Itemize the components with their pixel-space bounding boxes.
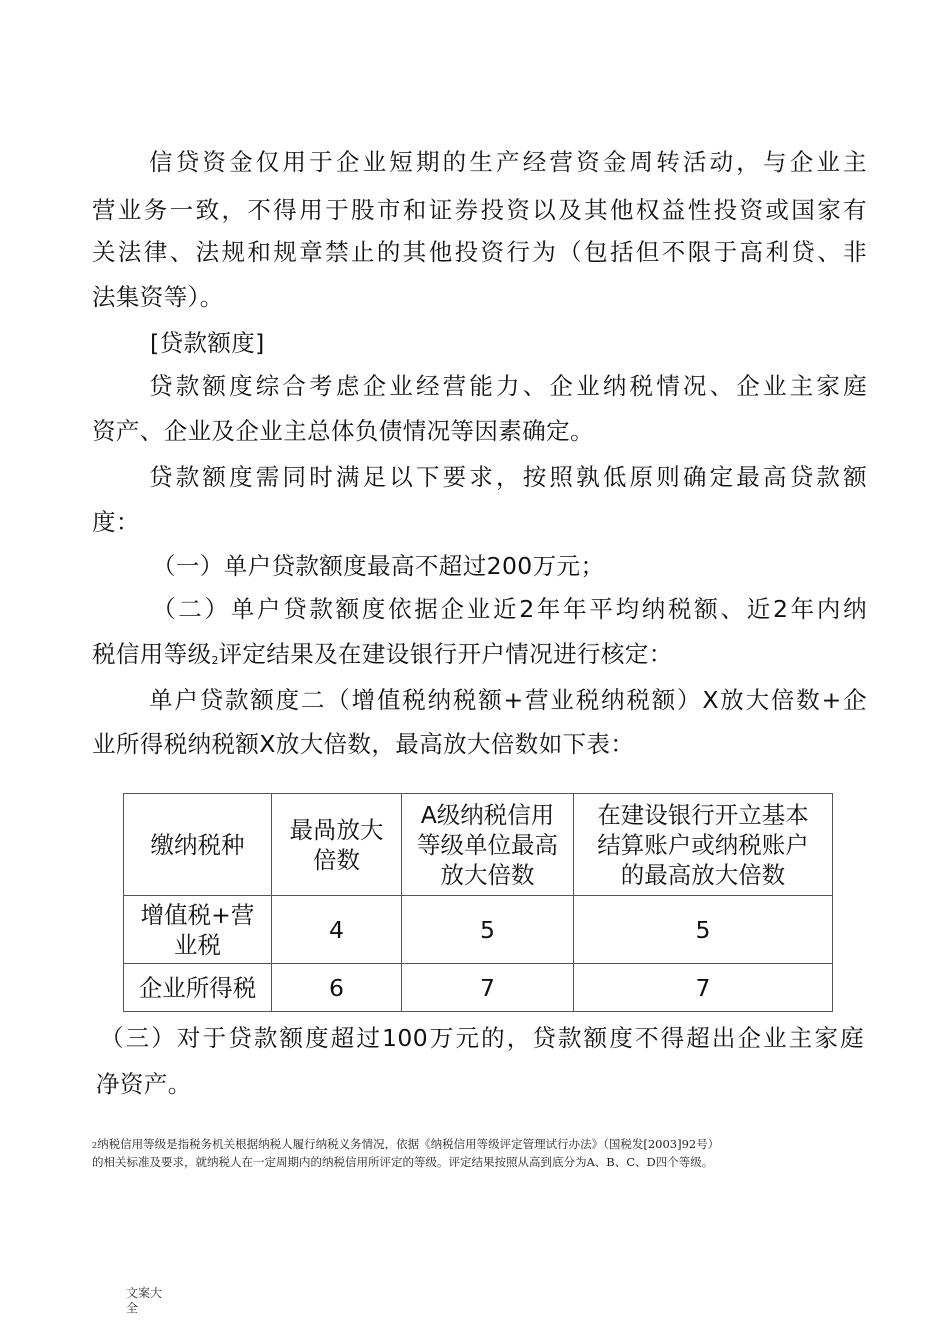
item-three-line1: （三）对于贷款额度超过100万元的，贷款额度不得超出企业主家庭 xyxy=(100,1024,864,1052)
footnote-line2: 的相关标准及要求，就纳税人在一定周期内的纳税信用所评定的等级。评定结果按照从高到底分为A、B、C、D四个等级。 xyxy=(92,1155,714,1169)
para2-line1: 贷款额度综合考虑企业经营能力、企业纳税情况、企业主家庭 xyxy=(149,372,867,400)
item-two-line2-end: 评定结果及在建设银行开户情况进行核定： xyxy=(218,640,673,668)
formula-line2: 业所得税纳税额X放大倍数，最高放大倍数如下表： xyxy=(92,730,635,758)
para3-line1: 贷款额度需同时满足以下要求，按照孰低原则确定最高贷款额 xyxy=(149,463,867,491)
table-cell: 企业所得税 xyxy=(124,964,272,1012)
table-cell: 5 xyxy=(402,896,574,964)
para1-line3: 关法律、法规和规章禁止的其他投资行为（包括但不限于高利贷、非 xyxy=(92,238,867,266)
formula-line1: 单户贷款额度二（增值税纳税额+营业税纳税额）X放大倍数+企 xyxy=(149,686,867,714)
item-three-line2: 净资产。 xyxy=(96,1070,192,1098)
table-header-cell: 最咼放大倍数 xyxy=(272,794,402,896)
item-two-line2-start: 税信用等级 xyxy=(92,640,212,668)
table-cell: 7 xyxy=(574,964,833,1012)
table-row xyxy=(124,896,833,964)
footnote-line1 xyxy=(92,1135,872,1155)
item-one: （一）单户贷款额度最高不超过200万元； xyxy=(152,552,605,580)
para3-line2: 度： xyxy=(92,508,140,536)
table-cell: 5 xyxy=(574,896,833,964)
footnote-marker: 2 xyxy=(92,1141,98,1150)
section-heading: [贷款额度] xyxy=(150,329,265,357)
para1-line2: 营业务一致，不得用于股市和证券投资以及其他权益性投资或国家有 xyxy=(92,196,867,224)
table-header-cell: A级纳税信用等级单位最高放大倍数 xyxy=(402,794,574,896)
para1-line1: 信贷资金仅用于企业短期的生产经营资金周转活动，与企业主 xyxy=(149,148,867,176)
table-cell: 增值税+营业税 xyxy=(124,896,272,964)
item-two-line2 xyxy=(92,639,867,674)
table-header-row xyxy=(124,794,833,896)
footnote-text: 纳税信用等级是指税务机关根据纳税人履行纳税义务情况，依据《纳税信用等级评定管理试行办法》（国税发[2003]92号） xyxy=(97,1137,720,1151)
table-cell: 4 xyxy=(272,896,402,964)
table-header-cell: 在建设银行开立基本结算账户或纳税账户的最高放大倍数 xyxy=(574,794,833,896)
item-two-line1: （二）单户贷款额度依据企业近2年年平均纳税额、近2年内纳 xyxy=(152,595,867,623)
table-header-cell: 缴纳税种 xyxy=(124,794,272,896)
page-footer: 文案大全 xyxy=(126,1286,163,1315)
table-cell: 7 xyxy=(402,964,574,1012)
para2-line2: 资产、企业及企业主总体负债情况等因素确定。 xyxy=(92,417,594,445)
para1-line4: 法集资等）。 xyxy=(92,283,224,311)
multiplier-table xyxy=(123,793,833,1012)
footnote-ref: 2 xyxy=(211,654,219,667)
table-row xyxy=(124,964,833,1012)
table-cell: 6 xyxy=(272,964,402,1012)
